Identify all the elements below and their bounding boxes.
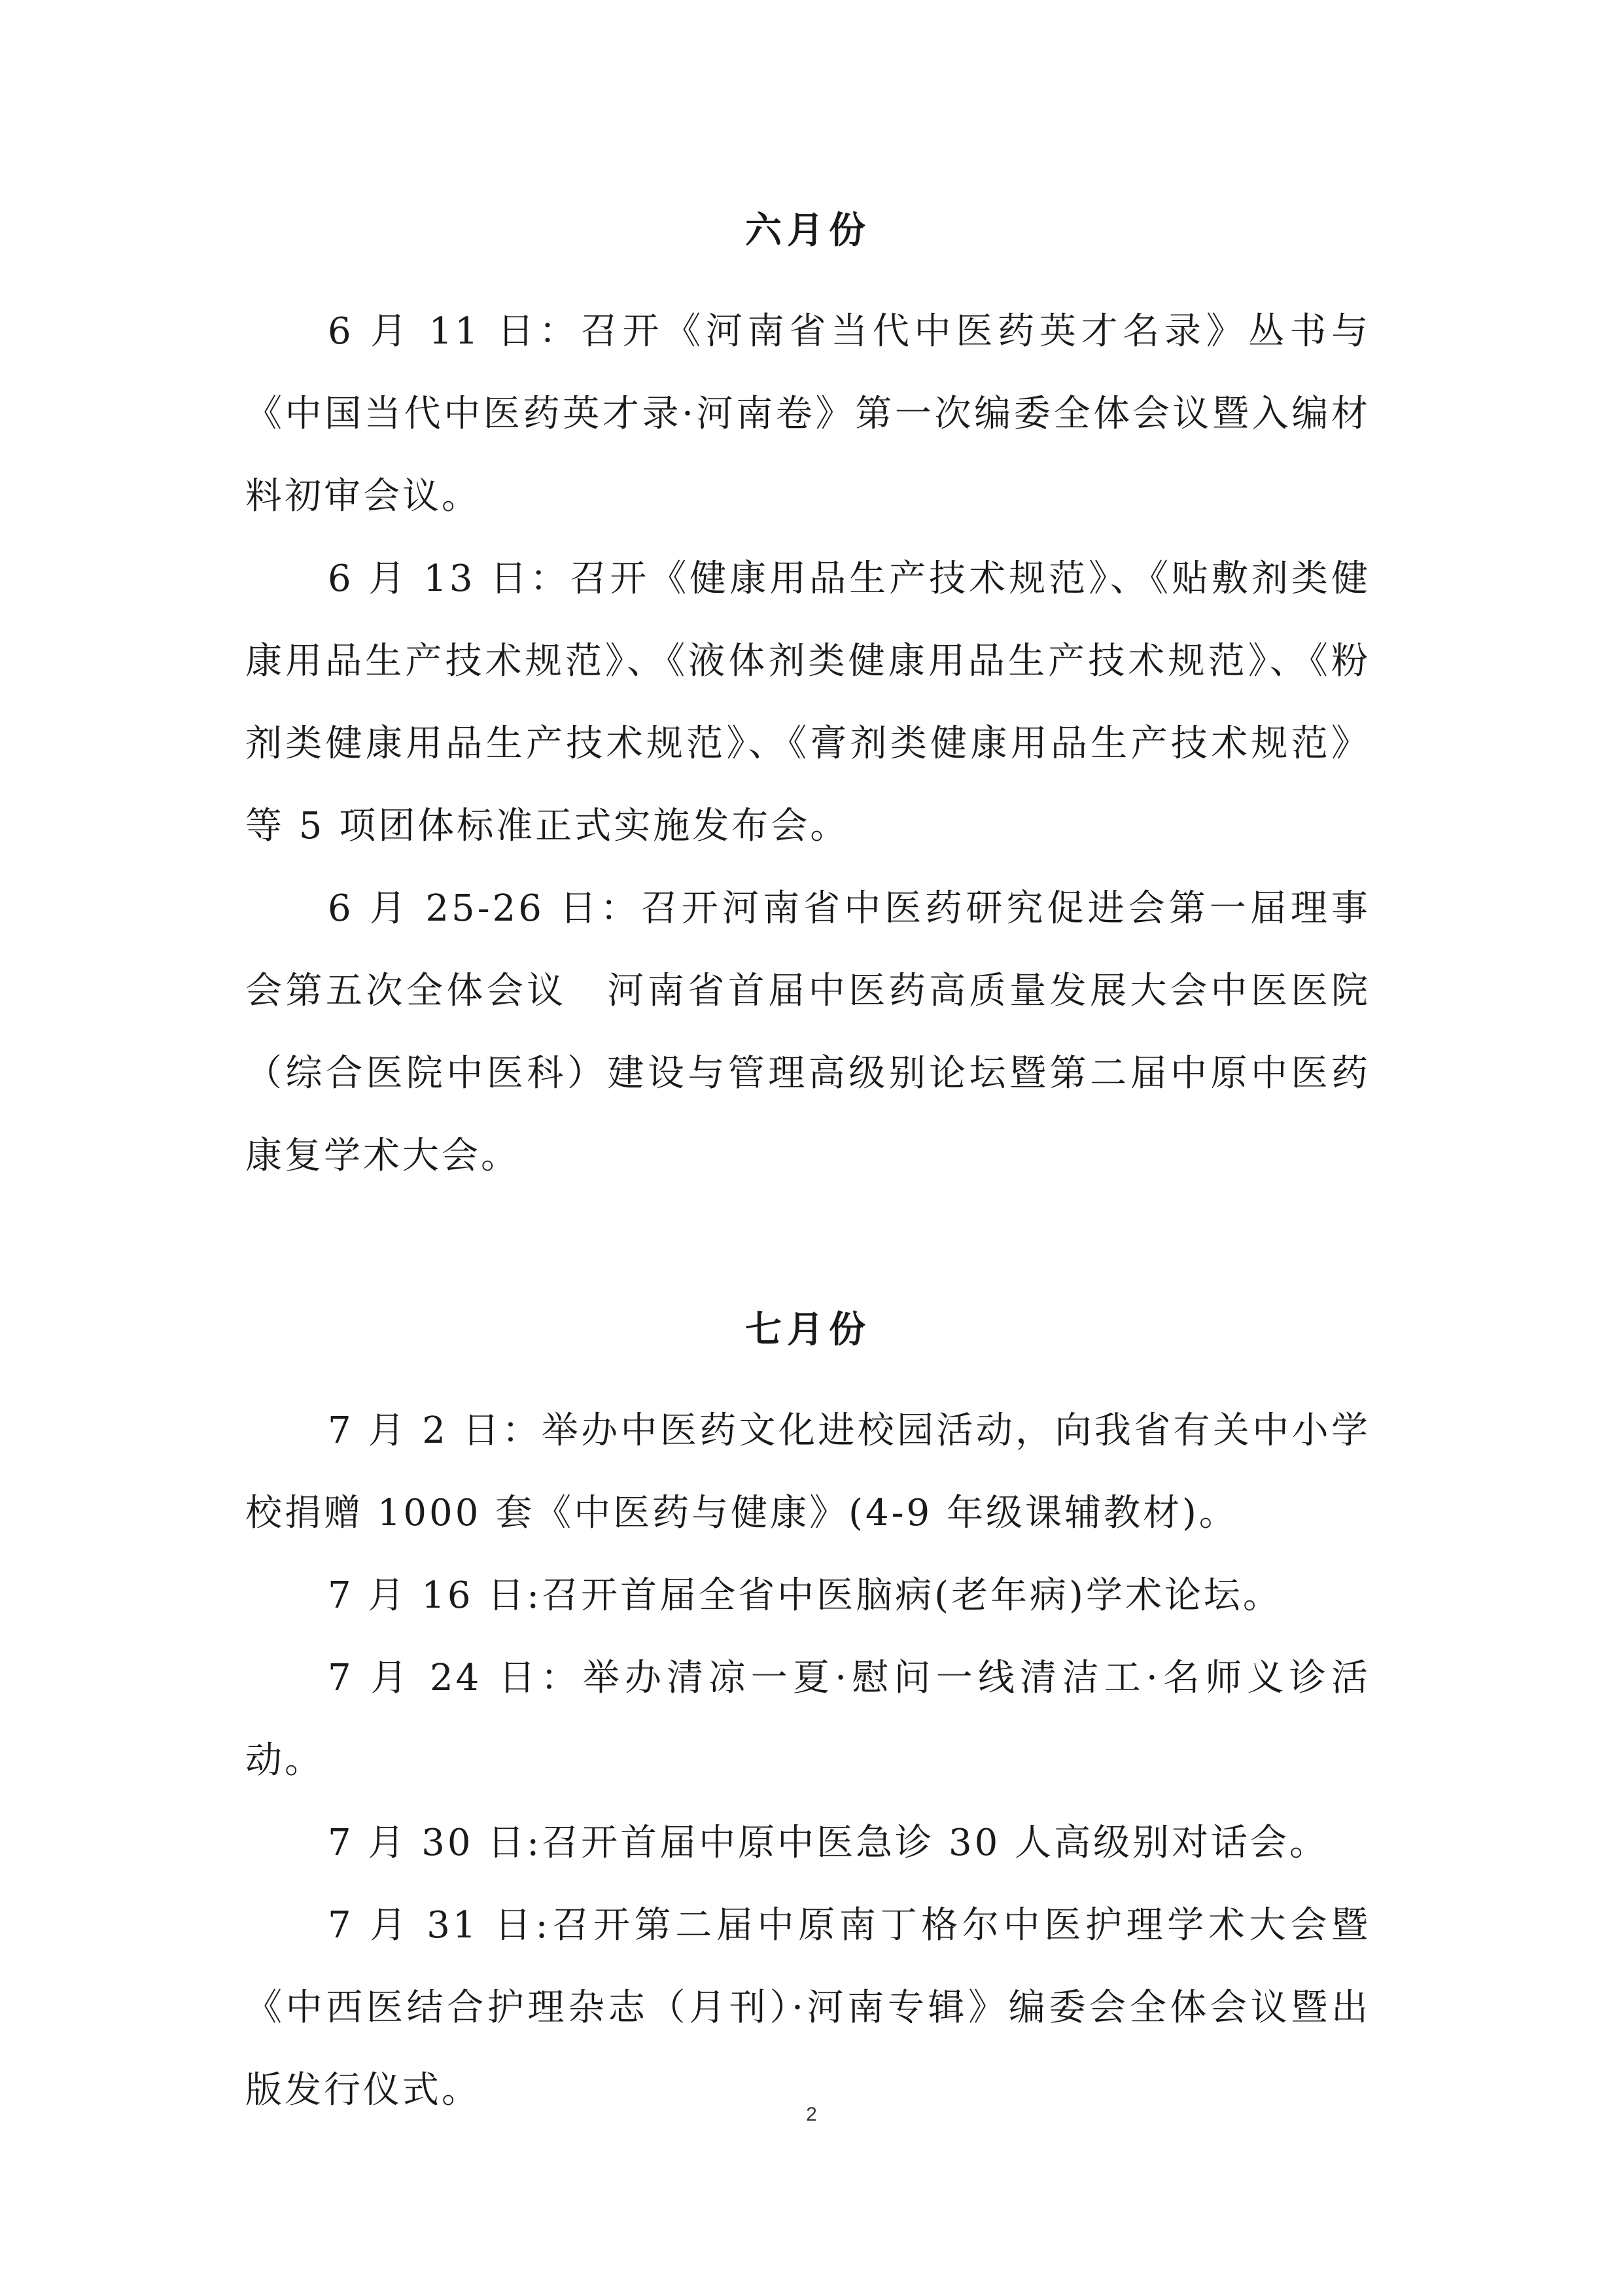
paragraph-june-11: 6 月 11 日：召开《河南省当代中医药英才名录》丛书与《中国当代中医药英才录·河南卷》第一次编委全体会议暨入编材料初审会议。 xyxy=(245,310,1370,518)
section-july xyxy=(245,1309,1370,2132)
page-number: 2 xyxy=(806,2104,817,2125)
paragraph-july-24: 7 月 24 日：举办清凉一夏·慰问一线清洁工·名师义诊活动。 xyxy=(245,1657,1370,1782)
paragraph-july-31: 7 月 31 日:召开第二届中原南丁格尔中医护理学术大会暨《中西医结合护理杂志（月刊）·河南专辑》编委会全体会议暨出版发行仪式。 xyxy=(245,1904,1370,2111)
paragraph-july-16: 7 月 16 日:召开首届全省中医脑病(老年病)学术论坛。 xyxy=(328,1574,1282,1617)
section-heading-july: 七月份 xyxy=(745,1308,871,1351)
paragraph-june-25-26: 6 月 25-26 日：召开河南省中医药研究促进会第一届理事会第五次全体会议 河南省首届中医药高质量发展大会中医医院（综合医院中医科）建设与管理高级别论坛暨第二届中原中医药康复学术大会。 xyxy=(245,887,1370,1177)
section-heading-june: 六月份 xyxy=(745,209,871,252)
document-body xyxy=(245,209,1370,2132)
section-june xyxy=(245,209,1370,1197)
section-spacer xyxy=(245,1197,1370,1309)
paragraph-july-2: 7 月 2 日：举办中医药文化进校园活动，向我省有关中小学校捐赠 1000 套《中医药与健康》(4-9 年级课辅教材)。 xyxy=(245,1409,1370,1534)
paragraph-july-30: 7 月 30 日:召开首届中原中医急诊 30 人高级别对话会。 xyxy=(328,1822,1329,1864)
paragraph-june-13: 6 月 13 日：召开《健康用品生产技术规范》、《贴敷剂类健康用品生产技术规范》、《液体剂类健康用品生产技术规范》、《粉剂类健康用品生产技术规范》、《膏剂类健康用品生产技术规范》等 5 项团体标准正式实施发布会。 xyxy=(245,557,1370,847)
